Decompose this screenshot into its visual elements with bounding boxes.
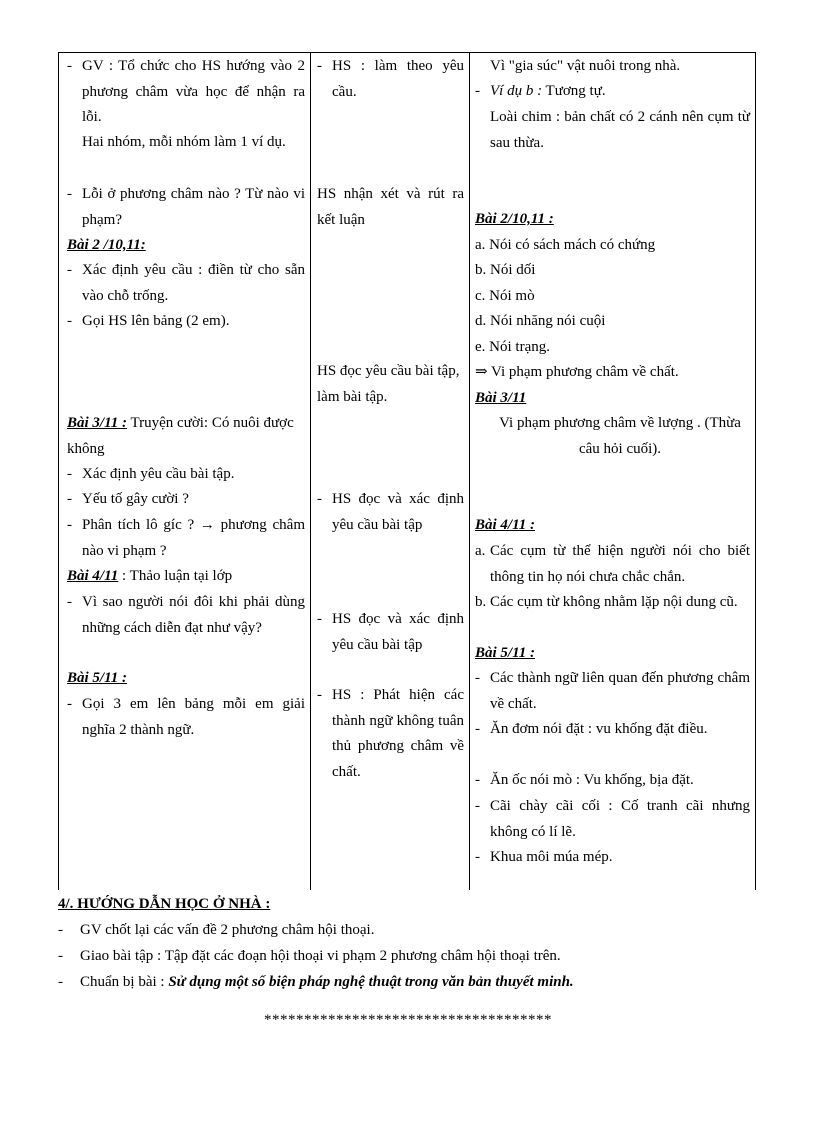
bai3-logic-item: - Phân tích lô gíc ? → phương châm nào vi phạm ? — [67, 517, 305, 559]
bai5-answer-1: - Các thành ngữ liên quan đến phương châm về chất. — [475, 670, 750, 712]
bai2-title: Bài 2 /10,11: — [67, 237, 146, 253]
content-column — [471, 52, 754, 890]
groups-text: Hai nhóm, mỗi nhóm làm 1 ví dụ. — [82, 134, 286, 150]
bai2-requirement-item: - Xác định yêu cầu : điền từ cho sẵn vào chỗ trống. — [67, 262, 305, 304]
gia-suc-text: Vì "gia súc" vật nuôi trong nhà. — [490, 58, 681, 74]
bai3-answer-text: Vi phạm phương châm về lượng . (Thừa câu hỏi cuối). — [499, 415, 741, 457]
homework-section — [58, 891, 756, 995]
homework-title: 4/. HƯỚNG DẪN HỌC Ở NHÀ : — [58, 896, 271, 912]
bai3-requirement-item: - Xác định yêu cầu bài tập. — [67, 466, 235, 482]
hs-find-item: - HS : Phát hiện các thành ngữ không tuân thủ phương châm về chất. — [317, 687, 464, 780]
hs-read2-item: - HS đọc và xác định yêu cầu bài tập — [317, 491, 464, 533]
bai2-answer-e: e. Nói trạng. — [475, 339, 550, 355]
lesson-table — [58, 52, 756, 890]
bai2-answer-c: c. Nói mò — [475, 288, 535, 304]
separator-stars: ************************************ — [264, 1012, 552, 1028]
bai5-answer-3: - Ăn ốc nói mò : Vu khống, bịa đặt. — [475, 772, 694, 788]
teacher-activity-column — [59, 52, 309, 890]
bai5-answer-4: - Cãi chày cãi cối : Cố tranh cãi nhưng không có lí lẽ. — [475, 798, 750, 840]
homework-item-2: - Giao bài tập : Tập đặt các đoạn hội thoại vi phạm 2 phương châm hội thoại trên. — [58, 948, 561, 964]
bai4-question-item: - Vì sao người nói đôi khi phải dùng những cách diễn đạt như vậy? — [67, 594, 305, 636]
student-activity-column — [312, 52, 468, 890]
bai2-answer-a: a. Nói có sách mách có chứng — [475, 237, 656, 253]
bai5-answer-2: - Ăn đơm nói đặt : vu khống đặt điều. — [475, 721, 708, 737]
bai3-answer-title: Bài 3/11 — [475, 390, 527, 406]
loai-chim-text: Loài chim : bản chất có 2 cánh nên cụm từ sau thừa. — [490, 109, 750, 151]
hs-comment-text: HS nhận xét và rút ra kết luận — [317, 186, 464, 228]
bai3-funny-item: - Yếu tố gây cười ? — [67, 491, 189, 507]
bai4-header: Bài 4/11 : Thảo luận tại lớp — [67, 568, 233, 584]
bai5-title: Bài 5/11 : — [67, 670, 128, 686]
bai4-answer-title: Bài 4/11 : — [475, 517, 536, 533]
hs-read3-item: - HS đọc và xác định yêu cầu bài tập — [317, 611, 464, 653]
bai2-answer-b: b. Nói dối — [475, 262, 536, 278]
error-question-item: - Lỗi ở phương châm nào ? Từ nào vi phạm? — [67, 186, 305, 228]
bai5-answer-title: Bài 5/11 : — [475, 645, 536, 661]
vd-b-item: - Ví dụ b : Tương tự. — [475, 83, 606, 99]
bai5-answer-5: - Khua môi múa mép. — [475, 849, 613, 865]
bai5-task-item: - Gọi 3 em lên bảng mỗi em giải nghĩa 2 thành ngữ. — [67, 696, 305, 738]
homework-item-1: - GV chốt lại các vấn đề 2 phương châm hội thoại. — [58, 922, 375, 938]
bai4-answer-b: b. Các cụm từ không nhằm lặp nội dung cũ. — [475, 594, 738, 610]
bai4-answer-a: a. Các cụm từ thể hiện người nói cho biết thông tin họ nói chưa chắc chắn. — [475, 543, 750, 585]
column-divider-2 — [469, 52, 470, 890]
column-divider-1 — [310, 52, 311, 890]
table-right-border — [755, 52, 756, 890]
gv-intro-item: - GV : Tổ chức cho HS hướng vào 2 phương châm vừa học để nhận ra lỗi. — [67, 58, 305, 125]
hs-follow-item: - HS : làm theo yêu cầu. — [317, 58, 464, 100]
hs-read-text: HS đọc yêu cầu bài tập, làm bài tập. — [317, 363, 460, 405]
bai2-conclusion: ⇒ Vi phạm phương châm về chất. — [475, 364, 679, 380]
bai2-answer-title: Bài 2/10,11 : — [475, 211, 554, 227]
bai2-answer-d: d. Nói nhăng nói cuội — [475, 313, 606, 329]
bai3-header: Bài 3/11 : Truyện cười: Có nuôi được không — [67, 415, 294, 457]
homework-item-3: - Chuẩn bị bài : Sử dụng một số biện pháp nghệ thuật trong văn bản thuyết minh. — [58, 974, 574, 990]
bai2-call-item: - Gọi HS lên bảng (2 em). — [67, 313, 230, 329]
